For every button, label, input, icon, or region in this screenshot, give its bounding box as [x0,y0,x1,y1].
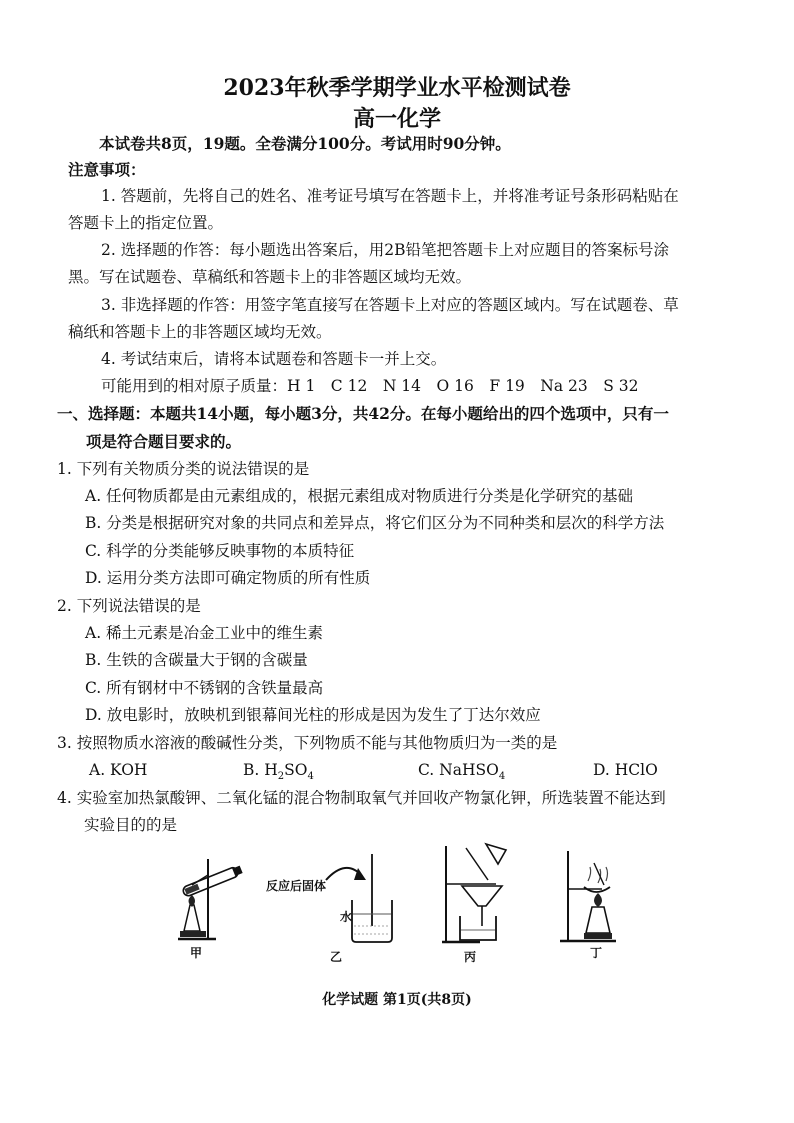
q3-b-text: B. H [243,761,278,779]
note-line-7: 4. 考试结束后，请将本试题卷和答题卡一并上交。 [101,350,447,368]
apparatus-ding-figure [556,845,632,947]
q2-option-c: C. 所有钢材中不锈钢的含铁量最高 [85,679,324,697]
q3-option-d: D. HClO [593,761,658,779]
q3-c-text: C. NaHSO [418,761,499,779]
note-line-3: 2. 选择题的作答：每小题选出答案后，用2B铅笔把答题卡上对应题目的答案标号涂 [101,241,669,259]
atomic-mass-line: 可能用到的相对原子质量：H 1 C 12 N 14 O 16 F 19 Na 23 S 32 [101,377,639,395]
q2-stem: 2. 下列说法错误的是 [57,597,201,615]
caption-jia: 甲 [190,946,203,960]
apparatus-bing-figure [436,840,520,948]
label-reaction-solid: 反应后固体 [266,879,327,893]
exam-title: 2023年秋季学期学业水平检测试卷 [223,75,571,101]
q2-option-b: B. 生铁的含碳量大于钢的含碳量 [85,651,308,669]
q1-option-c: C. 科学的分类能够反映事物的本质特征 [85,542,355,560]
note-line-4: 黑。写在试题卷、草稿纸和答题卡上的非答题区域均无效。 [68,268,472,286]
section1-heading-cont: 项是符合题目要求的。 [86,432,242,451]
q4-stem: 4. 实验室加热氯酸钾、二氧化锰的混合物制取氧气并回收产物氯化钾，所选装置不能达到 [57,789,666,807]
note-line-1: 1. 答题前，先将自己的姓名、准考证号填写在答题卡上，并将准考证号条形码粘贴在 [101,187,679,205]
exam-info: 本试卷共8页，19题。全卷满分100分。考试用时90分钟。 [99,134,511,153]
q4-stem-cont: 实验目的的是 [84,816,178,834]
note-line-2: 答题卡上的指定位置。 [68,214,224,232]
q1-option-d: D. 运用分类方法即可确定物质的所有性质 [85,569,371,587]
q3-c-sub: 4 [498,771,506,783]
page-footer: 化学试题 第1页(共8页) [322,992,472,1008]
q3-option-c [418,759,505,788]
q1-stem: 1. 下列有关物质分类的说法错误的是 [57,460,310,478]
q3-stem: 3. 按照物质水溶液的酸碱性分类，下列物质不能与其他物质归为一类的是 [57,734,558,752]
caption-bing: 丙 [464,950,477,964]
q3-b-text-2: SO [284,761,308,779]
q2-option-d: D. 放电影时，放映机到银幕间光柱的形成是因为发生了丁达尔效应 [85,706,541,724]
q1-option-b: B. 分类是根据研究对象的共同点和差异点，将它们区分为不同种类和层次的科学方法 [85,514,665,532]
apparatus-yi-figure [318,846,398,946]
label-water: 水 [340,910,353,924]
q3-b-sub-1: 2 [277,771,285,783]
q3-b-sub-2: 4 [307,771,314,783]
q2-option-a: A. 稀土元素是冶金工业中的维生素 [85,624,324,642]
note-line-5: 3. 非选择题的作答：用签字笔直接写在答题卡上对应的答题区域内。写在试题卷、草 [101,296,679,314]
q1-option-a: A. 任何物质都是由元素组成的，根据元素组成对物质进行分类是化学研究的基础 [85,487,634,505]
section1-heading: 一、选择题：本题共14小题，每小题3分，共42分。在每小题给出的四个选项中，只有一 [57,404,669,423]
caption-yi: 乙 [330,950,343,964]
note-line-6: 稿纸和答题卡上的非答题区域均无效。 [68,323,332,341]
q3-option-a: A. KOH [89,761,148,779]
apparatus-jia-figure [170,845,250,945]
q3-option-b [243,759,314,788]
exam-subtitle: 高一化学 [352,106,441,132]
notes-heading: 注意事项： [68,160,146,179]
caption-ding: 丁 [590,946,603,960]
